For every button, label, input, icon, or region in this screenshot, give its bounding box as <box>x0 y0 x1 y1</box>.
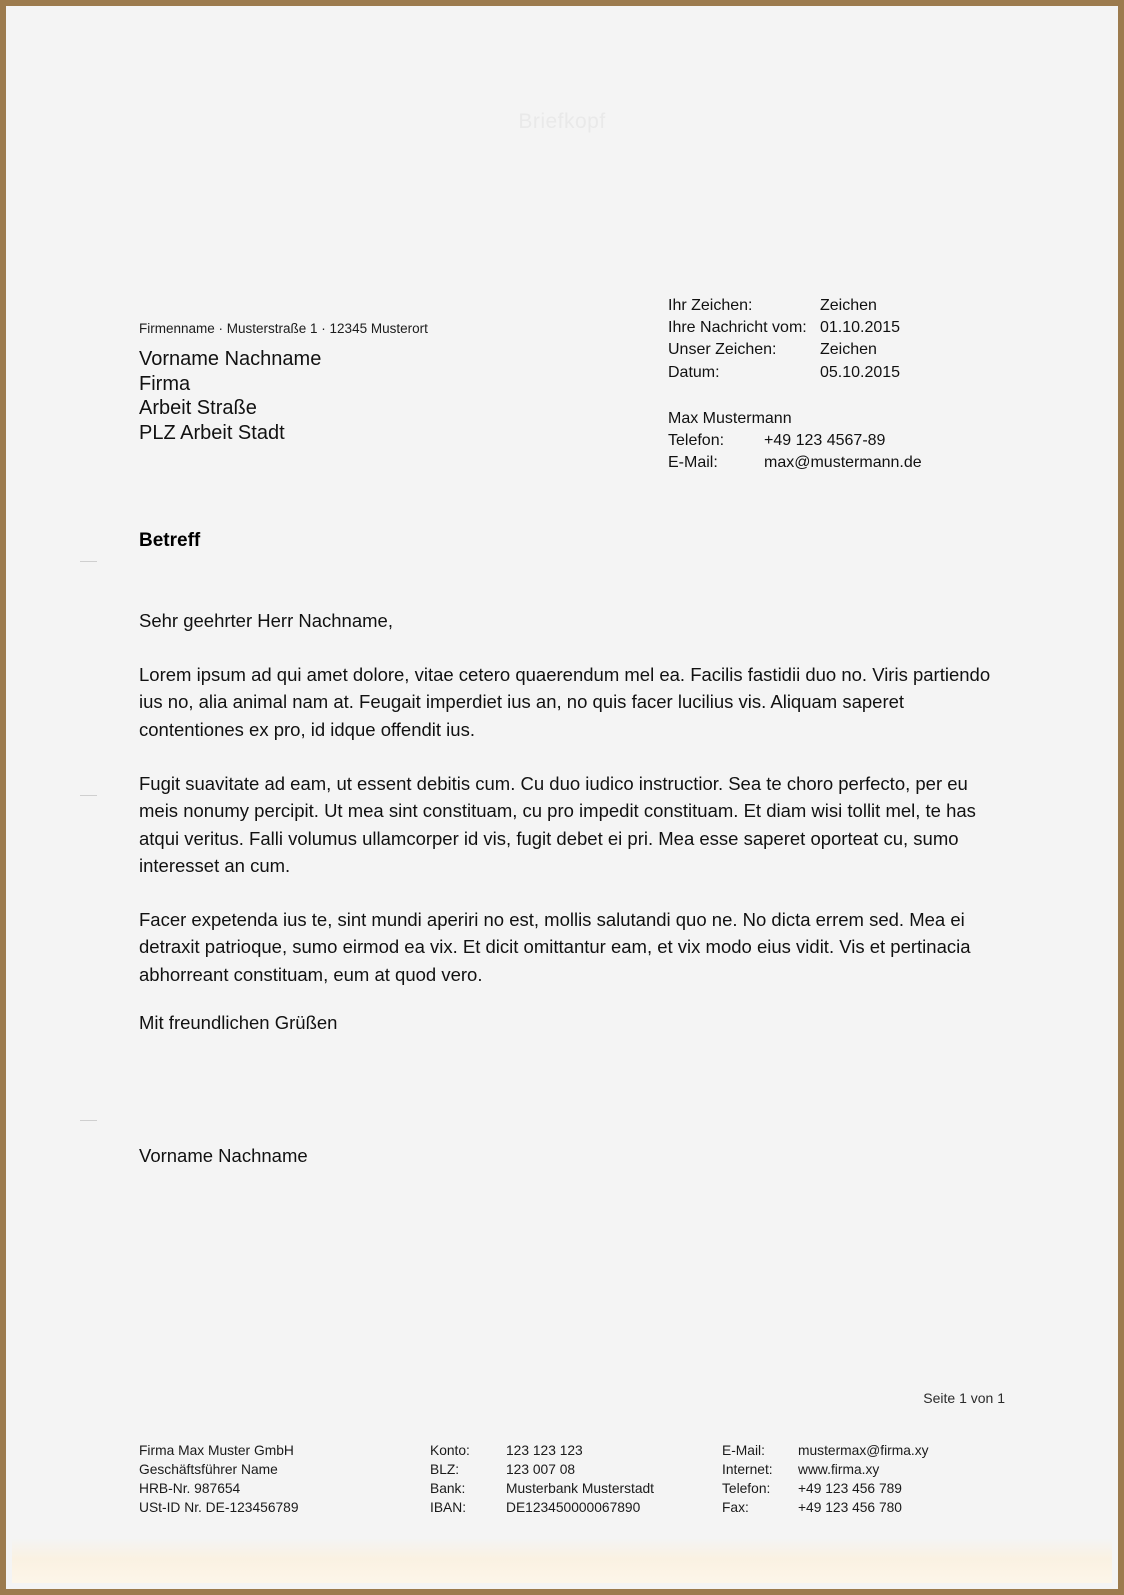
footer-contact-row <box>722 1460 1005 1479</box>
footer-company-line: Geschäftsführer Name <box>139 1462 278 1477</box>
footer-bank-label: Konto: <box>430 1443 470 1458</box>
sender-contact-value: max@mustermann.de <box>764 454 922 472</box>
footer-contact-row <box>722 1441 1005 1460</box>
letter-footer <box>139 1441 1005 1517</box>
page-number: Seite 1 von 1 <box>923 1390 1005 1406</box>
letter-paragraph: Fugit suavitate ad eam, ut essent debitis cum. Cu duo iudico instructior. Sea te choro perfecto, per eu meis nonumy percipit. Ut mea sint constituam, cu pro impedit constituam. Et diam wisi tollit mel, te has atqui veritus. Falli volumus ullamcorper id vis, fugit debet ei pri. Mea esse saperet oporteat cu, sumo interesset an cum. <box>139 773 976 876</box>
reference-label: Unser Zeichen: <box>668 341 777 359</box>
footer-bank-column <box>430 1441 722 1517</box>
footer-contact-column <box>722 1441 1005 1517</box>
footer-contact-label: E-Mail: <box>722 1443 765 1458</box>
footer-bank-label: IBAN: <box>430 1500 467 1515</box>
reference-row <box>668 339 900 361</box>
letter-closing: Mit freundlichen Grüßen <box>139 1012 338 1033</box>
footer-bank-value: 123 007 08 <box>506 1462 576 1477</box>
footer-bank-value: DE123450000067890 <box>506 1500 641 1515</box>
footer-contact-label: Fax: <box>722 1500 749 1515</box>
footer-bank-label: Bank: <box>430 1481 466 1496</box>
footer-contact-value: www.firma.xy <box>798 1462 880 1477</box>
reference-value: 05.10.2015 <box>820 363 901 381</box>
sender-contact-label: Telefon: <box>668 432 725 450</box>
reference-row <box>668 295 900 317</box>
recipient-line: Firma <box>139 372 191 395</box>
footer-company-column <box>139 1441 430 1517</box>
footer-contact-row <box>722 1498 1005 1517</box>
footer-contact-label: Internet: <box>722 1462 773 1477</box>
fold-mark-upper <box>80 561 97 562</box>
reference-row <box>668 317 900 339</box>
reference-label: Datum: <box>668 363 720 381</box>
footer-bank-row <box>430 1441 722 1460</box>
footer-contact-value: mustermax@firma.xy <box>798 1443 929 1458</box>
letter-paragraph: Lorem ipsum ad qui amet dolore, vitae cetero quaerendum mel ea. Facilis fastidii duo no. Viris partiendo ius no, alia animal nam at. Feugait imperdiet ius an, no quis facer lucilius vis. Aliquam saperet contentiones ex pro, id idque offendit ius. <box>139 664 991 740</box>
recipient-address <box>139 347 321 445</box>
sender-return-line: Firmenname · Musterstraße 1 · 12345 Musterort <box>139 321 428 336</box>
footer-company-line: Firma Max Muster GmbH <box>139 1443 294 1458</box>
footer-contact-row <box>722 1479 1005 1498</box>
footer-bank-row <box>430 1460 722 1479</box>
footer-contact-label: Telefon: <box>722 1481 771 1496</box>
sender-contact-name: Max Mustermann <box>668 410 792 427</box>
page-sheet <box>12 12 1112 1583</box>
reference-label: Ihre Nachricht vom: <box>668 319 807 337</box>
reference-label: Ihr Zeichen: <box>668 297 753 314</box>
footer-bank-row <box>430 1479 722 1498</box>
sender-contact-row <box>668 430 922 452</box>
reference-value: Zeichen <box>820 297 877 314</box>
footer-company-line: USt-ID Nr. DE-123456789 <box>139 1500 299 1515</box>
footer-bank-label: BLZ: <box>430 1462 460 1477</box>
footer-contact-value: +49 123 456 789 <box>798 1481 902 1496</box>
reference-row <box>668 362 900 384</box>
recipient-line: Arbeit Straße <box>139 397 257 420</box>
recipient-line: PLZ Arbeit Stadt <box>139 421 285 444</box>
footer-bank-row <box>430 1498 722 1517</box>
letterhead-placeholder: Briefkopf <box>518 110 606 133</box>
letter-paragraph: Facer expetenda ius te, sint mundi aperiri no est, mollis salutandi quo ne. No dicta errem sed. Mea ei detraxit patrioque, sumo eirmod ea vix. Et dicit omittantur eam, et vix modo eius vidit. Vis et pertinacia abhorreant constituam, eum at quod vero. <box>139 909 971 985</box>
recipient-line: Vorname Nachname <box>139 348 322 370</box>
sender-contact-label: E-Mail: <box>668 454 718 472</box>
fold-mark-middle <box>80 795 97 796</box>
fold-mark-lower <box>80 1120 97 1121</box>
letter-subject: Betreff <box>139 530 201 551</box>
reference-block <box>668 295 900 384</box>
letter-content <box>12 12 1124 1595</box>
reference-value: Zeichen <box>820 341 877 359</box>
sender-contact-block <box>668 408 922 475</box>
letter-salutation: Sehr geehrter Herr Nachname, <box>139 610 393 631</box>
reference-value: 01.10.2015 <box>820 319 901 337</box>
sender-contact-value: +49 123 4567-89 <box>764 432 886 450</box>
footer-company-line: HRB-Nr. 987654 <box>139 1481 241 1496</box>
sender-contact-row <box>668 452 922 474</box>
page-bottom-band <box>12 1539 1112 1583</box>
footer-bank-value: 123 123 123 <box>506 1443 583 1458</box>
footer-bank-value: Musterbank Musterstadt <box>506 1481 654 1496</box>
letter-signature: Vorname Nachname <box>139 1145 308 1166</box>
footer-contact-value: +49 123 456 780 <box>798 1500 902 1515</box>
